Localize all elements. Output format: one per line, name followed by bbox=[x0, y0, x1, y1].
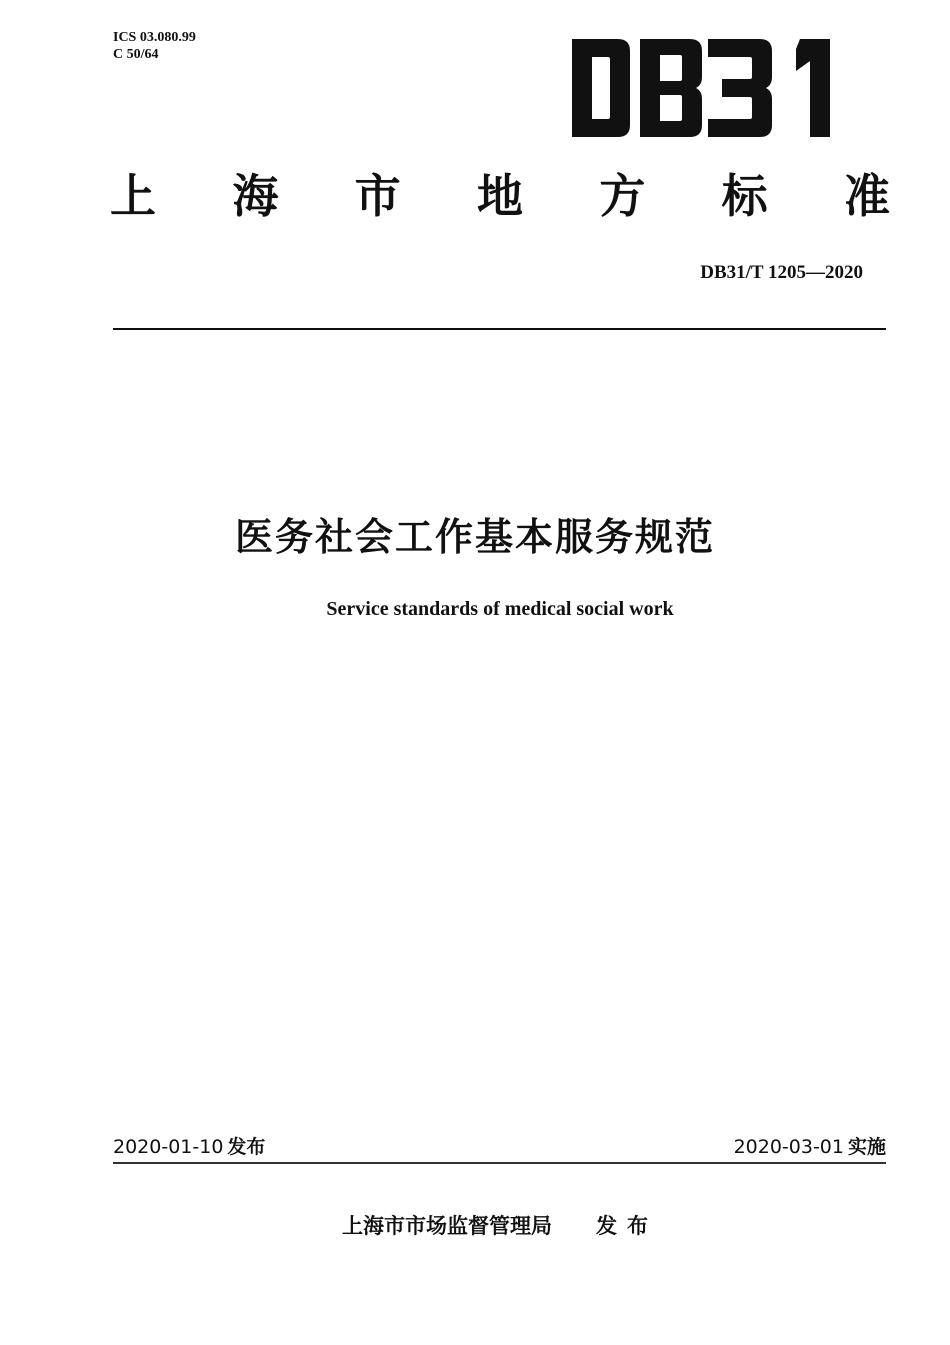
ccs-code: C 50/64 bbox=[113, 47, 159, 62]
footer-divider bbox=[113, 1162, 886, 1164]
issue-date: 2020-01-10 bbox=[113, 1136, 224, 1158]
standard-type-char: 海 bbox=[232, 169, 279, 223]
document-title-chinese: 医务社会工作基本服务规范 bbox=[234, 515, 715, 559]
standard-number: DB31/T 1205—2020 bbox=[700, 262, 863, 283]
standard-type-char: 标 bbox=[721, 169, 768, 223]
publisher-name: 上海市市场监督管理局 bbox=[342, 1214, 552, 1238]
implement-date: 2020-03-01 bbox=[733, 1136, 844, 1158]
publisher-action: 发布 bbox=[596, 1214, 658, 1238]
document-title-english: Service standards of medical social work bbox=[326, 598, 674, 620]
issue-label: 发布 bbox=[227, 1136, 266, 1158]
standard-type-char: 准 bbox=[843, 169, 890, 223]
standard-type-char: 地 bbox=[476, 169, 523, 223]
implement-date-block bbox=[734, 1134, 886, 1160]
standard-type-char: 上 bbox=[110, 169, 156, 223]
header-divider bbox=[113, 328, 886, 330]
ics-code: ICS 03.080.99 bbox=[113, 30, 196, 45]
implement-label: 实施 bbox=[847, 1136, 886, 1158]
publisher-line bbox=[0, 1211, 950, 1241]
standard-type-char: 方 bbox=[599, 169, 646, 223]
issue-date-block bbox=[113, 1134, 265, 1160]
db31-logo bbox=[568, 33, 838, 141]
standard-type-heading bbox=[110, 168, 890, 224]
standard-type-char: 市 bbox=[354, 169, 401, 223]
